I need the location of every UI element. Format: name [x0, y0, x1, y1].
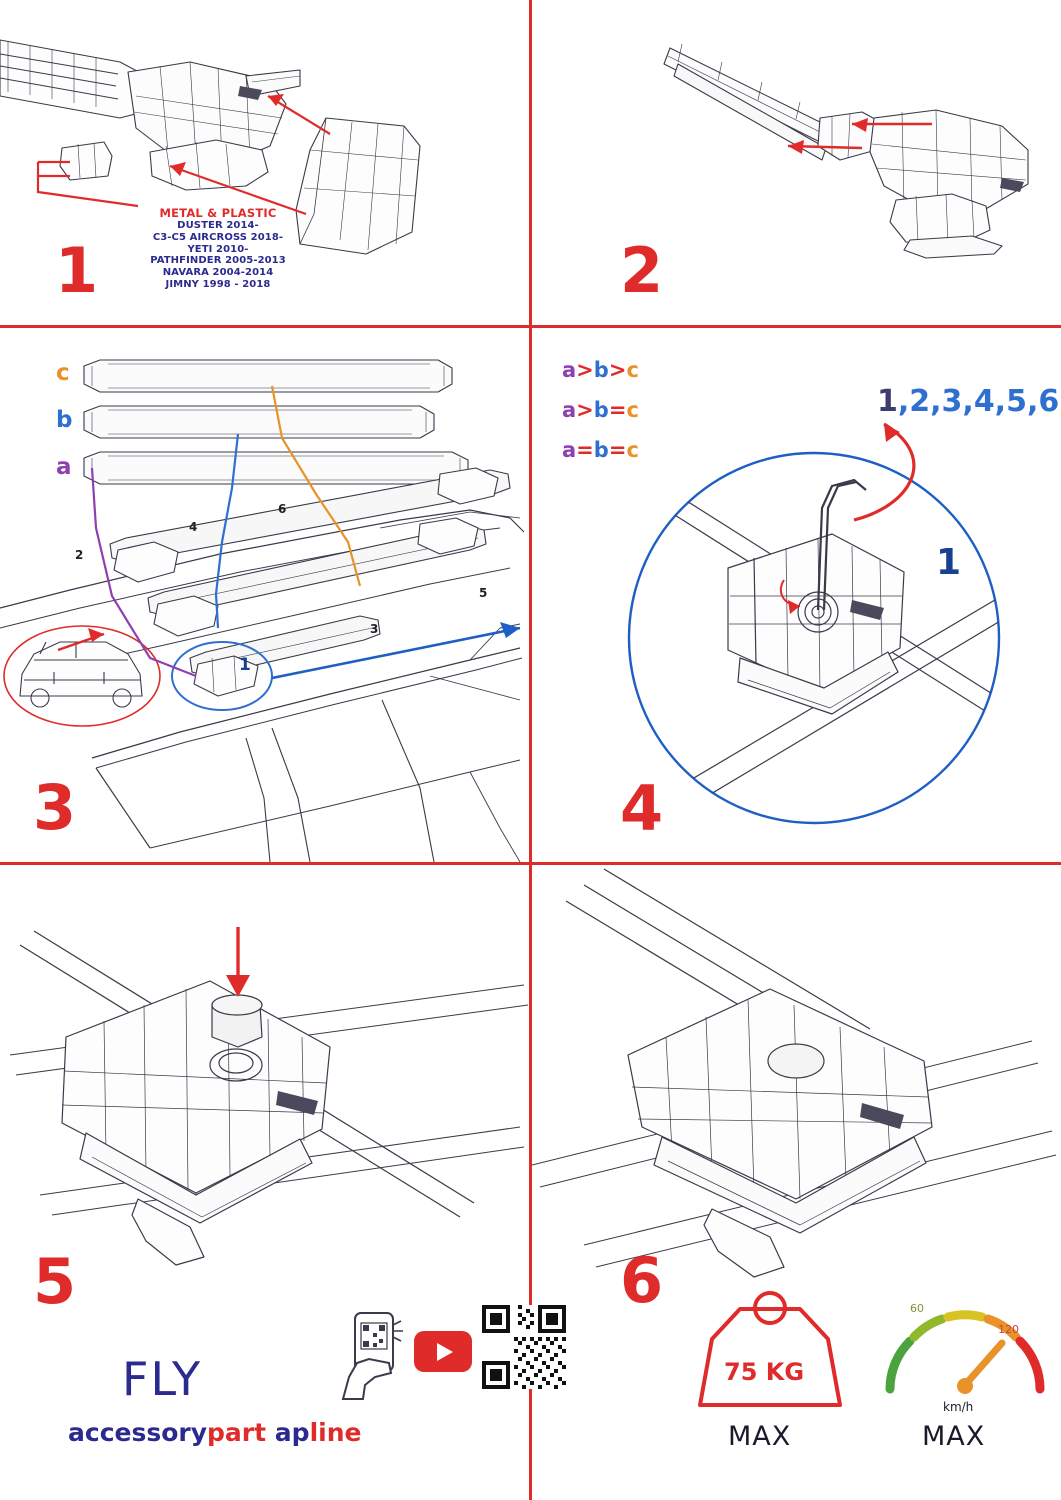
equation-2: a>b=c — [562, 398, 639, 422]
equation-1: a>b>c — [562, 358, 639, 382]
step3-illustration — [0, 328, 529, 862]
car-direction-inset — [4, 626, 160, 726]
brand-fly: FLY — [122, 1352, 203, 1406]
brand-tagline — [68, 1418, 361, 1447]
max-load-icon — [700, 1293, 840, 1405]
panel-step-2 — [532, 0, 1061, 325]
panel-step-1 — [0, 0, 529, 325]
torque-callout-1: 1 — [936, 542, 962, 583]
bar-label-b: b — [56, 407, 73, 433]
step2-illustration — [532, 0, 1061, 325]
step5-illustration — [0, 865, 529, 1500]
sequence-first: 1 — [877, 384, 898, 419]
bar-label-c: c — [56, 360, 70, 386]
max-speed-label: MAX — [922, 1421, 986, 1452]
callout-6: 6 — [278, 502, 287, 516]
bar-label-a: a — [56, 454, 72, 480]
tagline-ap: ap — [274, 1418, 310, 1447]
tightening-sequence — [877, 384, 1059, 419]
equation-3: a=b=c — [562, 438, 639, 462]
tagline-line: line — [309, 1418, 362, 1447]
step6-illustration — [532, 865, 1061, 1500]
scan-qr-phone-icon — [335, 1311, 407, 1403]
metal-plastic-title: METAL & PLASTIC — [159, 206, 277, 220]
step-number-4: 4 — [620, 772, 663, 845]
metal-plastic-note — [108, 206, 328, 291]
step-number-3: 3 — [33, 771, 76, 844]
tagline-part: part — [207, 1418, 267, 1447]
panel-step-5 — [0, 865, 529, 1500]
step-number-6: 6 — [620, 1244, 663, 1317]
vehicle-item: PATHFINDER 2005-2013 — [150, 255, 286, 267]
vehicle-item: JIMNY 1998 - 2018 — [165, 278, 271, 290]
speed-unit: km/h — [943, 1400, 974, 1414]
max-load-value: 75 KG — [724, 1358, 805, 1386]
panel-step-6 — [532, 865, 1061, 1500]
vehicle-item: DUSTER 2014- — [177, 220, 259, 231]
callout-5: 5 — [479, 586, 488, 600]
panel-step-3 — [0, 328, 529, 862]
callout-3: 3 — [370, 622, 379, 636]
callout-1: 1 — [239, 655, 251, 675]
youtube-icon[interactable] — [414, 1331, 472, 1372]
sequence-rest: ,2,3,4,5,6 — [897, 384, 1060, 419]
vehicle-item: NAVARA 2004-2014 — [162, 267, 274, 279]
step-number-1: 1 — [55, 234, 98, 307]
step-number-2: 2 — [620, 234, 663, 307]
max-load-label: MAX — [728, 1421, 792, 1452]
vehicle-item: C3-C5 AIRCROSS 2018- — [152, 231, 284, 243]
step-number-5: 5 — [33, 1245, 76, 1318]
gauge-tick-high: 120 — [998, 1323, 1019, 1336]
tagline-accessory: accessory — [68, 1418, 208, 1447]
callout-2: 2 — [75, 548, 84, 562]
callout-4: 4 — [189, 520, 198, 534]
gauge-tick-low: 60 — [910, 1302, 924, 1315]
vehicle-item: YETI 2010- — [187, 243, 249, 255]
panel-step-4 — [532, 328, 1061, 862]
